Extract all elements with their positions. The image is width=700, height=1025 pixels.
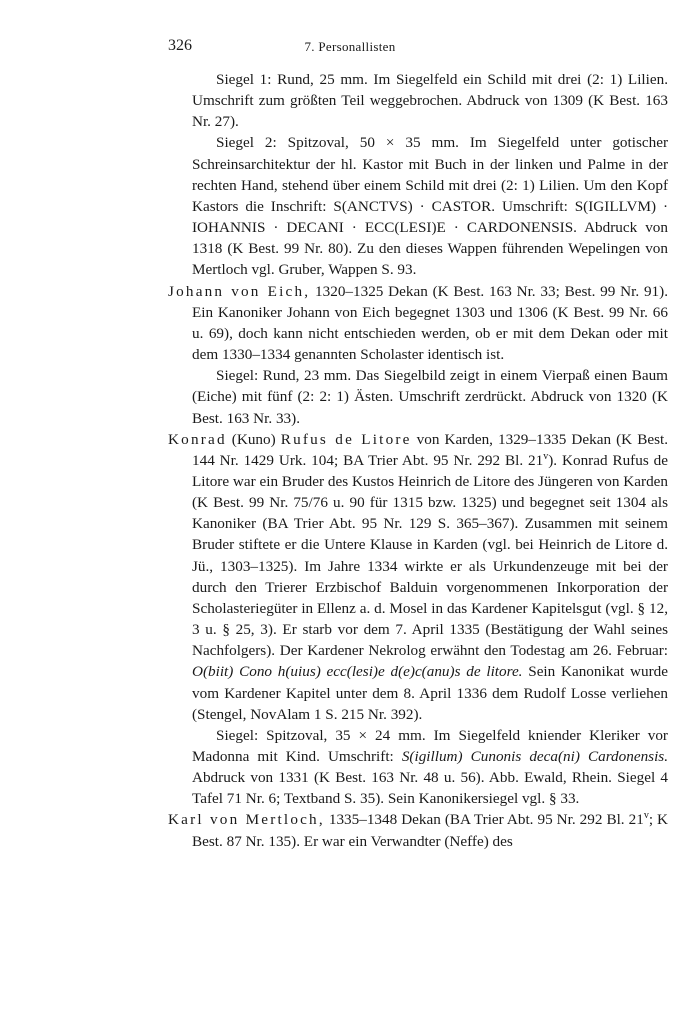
text-run: ; K Best. 87 Nr. 135). Er war ein Verwandter (Neffe) des [192, 811, 669, 850]
seal-paragraph [168, 725, 668, 810]
superscript: v [543, 450, 549, 462]
person-name: Karl von Mertloch, [168, 811, 325, 829]
text-run: Siegel: Rund, 23 mm. Das Siegelbild zeigt in einem Vierpaß einen Baum (Eiche) mit fünf (2: 2: 1) Ästen. Umschrift zerdrückt. Abdruck von 1320 (K Best. 163 Nr. 33). [192, 367, 668, 427]
text-run: 1335–1348 Dekan (BA Trier Abt. 95 Nr. 292 Bl. 21 [324, 811, 644, 829]
italic-quote: S(igillum) Cunonis deca(ni) Cardonensis. [401, 748, 669, 765]
seal-paragraph [168, 365, 668, 428]
text-run: Siegel 1: Rund, 25 mm. Im Siegelfeld ein Schild mit drei (2: 1) Lilien. Umschrift zum größten Teil weggebrochen. Abdruck von 1309 (K Best. 163 Nr. 27). [192, 71, 668, 131]
person-entry [168, 429, 668, 725]
person-name: Rufus de Litore [280, 430, 412, 448]
text-run: Siegel: Spitzoval, 35 × 24 mm. Im Siegelfeld kniender Kleriker vor Madonna mit Kind. Umschrift: [192, 726, 668, 765]
person-entry [168, 809, 668, 851]
person-name: Johann von Eich, [168, 282, 311, 300]
page-number: 326 [168, 37, 192, 54]
text-run: Sein Kanonikat wurde vom Kardener Kapitel unter dem 8. April 1336 dem Rudolf Losse verliehen (Stengel, NovAlam 1 S. 215 Nr. 392). [192, 663, 668, 723]
text-run: von Karden, 1329–1335 Dekan (K Best. 144 Nr. 1429 Urk. 104; BA Trier Abt. 95 Nr. 292 Bl. 21 [192, 430, 668, 469]
running-head: 7. Personallisten [304, 39, 396, 54]
superscript: v [643, 810, 649, 822]
text-run: Abdruck von 1331 (K Best. 163 Nr. 48 u. 56). Abb. Ewald, Rhein. Siegel 4 Tafel 71 Nr. 6; Textband S. 35). Sein Kanonikersiegel vgl. § 33. [192, 769, 668, 808]
person-entry [168, 281, 668, 366]
seal-paragraph [168, 69, 668, 132]
italic-quote: O(biit) Cono h(uius) ecc(lesi)e d(e)c(anu)s de litore. [192, 663, 523, 681]
person-name: Konrad [168, 430, 227, 448]
text-run: 1320–1325 Dekan (K Best. 163 Nr. 33; Best. 99 Nr. 91). Ein Kanoniker Johann von Eich begegnet 1303 und 1306 (K Best. 99 Nr. 66 u. 69), doch kann nicht entschieden werden, ob er mit dem Dekan oder mit dem 1330–1334 genannten Scholaster identisch ist. [192, 282, 668, 364]
text-run: ). Konrad Rufus de Litore war ein Bruder des Kustos Heinrich de Litore des Jüngeren von Karden (K Best. 99 Nr. 75/76 u. 90 für 1315 bzw. 1325) und begegnet seit 1304 als Kanoniker (BA Trier Abt. 95 Nr. 129 S. 365–367). Zusammen mit seinem Bruder stiftete er die Untere Klause in Karden (vgl. bei Heinrich de Litore d. Jü., 1303–1325). Im Jahre 1334 wirkte er als Urkundenzeuge mit bei der durch den Trierer Erzbischof Balduin vorgenommenen Inkorporation der Scholasteriegüter in Ellenz a. d. Mosel in das Kardener Kapitelsgut (vgl. § 12, 3 u. § 25, 3). Er starb vor dem 7. April 1335 (Bestätigung der Wahl seines Nachfolgers). Der Kardener Nekrolog erwähnt den Todestag am 26. Februar: [192, 451, 668, 660]
body-text [168, 69, 668, 852]
text-run: (Kuno) [226, 430, 281, 448]
text-run: Siegel 2: Spitzoval, 50 × 35 mm. Im Siegelfeld unter gotischer Schreinsarchitektur der hl. Kastor mit Buch in der linken und Palme in der rechten Hand, stehend über einem Schild mit drei (2: 1) Lilien. Um den Kopf Kastors die Inschrift: S(ANCTVS) · CASTOR. Umschrift: S(IGILLVM) · IOHANNIS · DECANI · ECC(LESI)E · CARDONENSIS. Abdruck von 1318 (K Best. 99 Nr. 80). Zu den dieses Wappen führenden Wepelingen von Mertloch vgl. Gruber, Wappen S. 93. [192, 134, 668, 279]
seal-paragraph [168, 132, 668, 280]
